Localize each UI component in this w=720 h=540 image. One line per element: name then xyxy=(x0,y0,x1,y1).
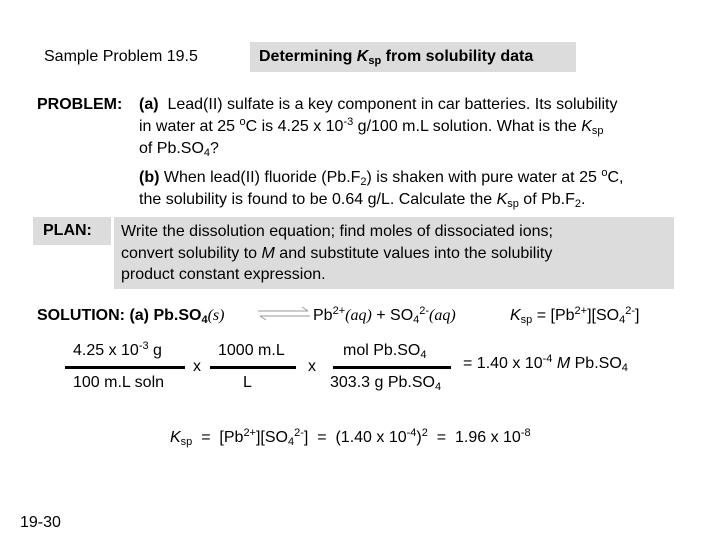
title-box: Determining $K_{sp}$ from solubility data xyxy=(250,42,576,72)
problem-b-line2: the solubility is found to be 0.64 g/L. Calculate the $K_{sp}$ of $Pb.F_2$. xyxy=(139,191,586,210)
problem-a-line1: (a) Lead(II) sulfate is a key component in car batteries. Its solubility xyxy=(139,96,618,113)
calc-result: = 1.40 x $10^{-4}$ M $Pb.SO_4$ xyxy=(463,353,628,374)
plan-line3: product constant expression. xyxy=(121,266,326,283)
equilibrium-arrow-icon xyxy=(256,305,312,321)
fraction1-bar xyxy=(65,366,185,369)
fraction3-numerator: mol $Pb.SO_4$ xyxy=(343,342,427,361)
problem-a-line2: in water at 25 $^o$C is 4.25 x $10^{-3}$ g/100 m.L solution. What is the $K_{sp}$ xyxy=(139,116,604,137)
fraction3-denominator: 303.3 g $Pb.SO_4$ xyxy=(330,374,442,393)
times-sign-1: x xyxy=(193,358,201,375)
problem-a-line3: of $Pb.SO_4$? xyxy=(139,140,219,159)
problem-label: PROBLEM: xyxy=(37,96,123,113)
solution-equation-lhs: SOLUTION: (a) $Pb.SO_4(s)$ xyxy=(37,307,225,326)
plan-label-box: PLAN: xyxy=(33,217,111,245)
solution-equation-rhs: $Pb^{2+}(aq) + SO_4^{2-}(aq)$ xyxy=(313,305,456,326)
final-ksp-equation: $K_{sp} = [Pb^{2+}][SO_4^{2-}] = (1.40$ x $10^{-4})^2 = 1.96$ x $10^{-8}$ xyxy=(170,427,531,448)
page-number: 19-30 xyxy=(20,514,61,531)
plan-line2: convert solubility to M and substitute values into the solubility xyxy=(121,245,553,262)
fraction1-denominator: 100 m.L soln xyxy=(73,374,165,391)
plan-line1: Write the dissolution equation; find moles of dissociated ions; xyxy=(121,223,553,240)
fraction2-bar xyxy=(210,366,296,369)
fraction3-bar xyxy=(333,366,451,369)
fraction1-numerator: 4.25 x $10^{-3}$ g xyxy=(73,340,162,359)
problem-b-line1: (b) When lead(II) fluoride $(Pb.F_2)$ is shaken with pure water at 25 $^o$C, xyxy=(139,167,624,188)
sample-problem-label: Sample Problem 19.5 xyxy=(44,48,198,65)
ksp-expression: $K_{sp} = [Pb^{2+}][SO_4^{2-}]$ xyxy=(510,305,640,326)
fraction2-numerator: 1000 m.L xyxy=(218,342,285,359)
fraction2-denominator: L xyxy=(243,374,252,391)
times-sign-2: x xyxy=(308,358,316,375)
